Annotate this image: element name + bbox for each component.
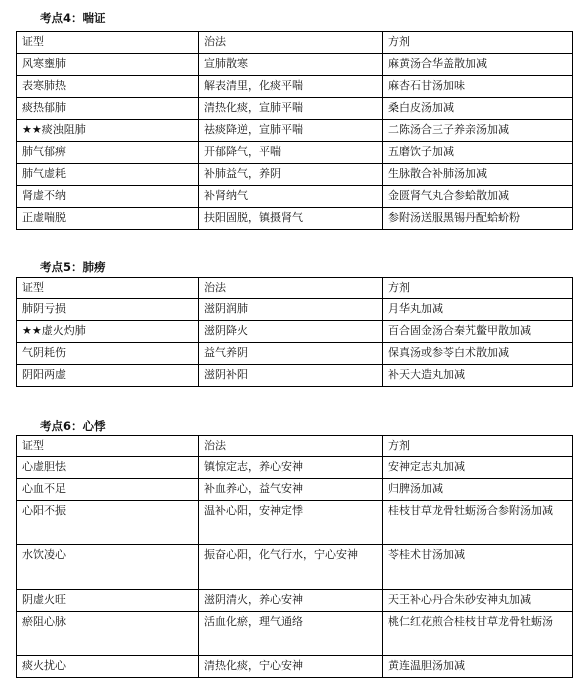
formula-cell: 五磨饮子加减 <box>383 142 573 164</box>
syndrome-cell: 气阴耗伤 <box>17 343 199 365</box>
syndrome-cell: 痰火扰心 <box>17 656 199 678</box>
section-title-tuberculosis: 考点5：肺痨 <box>40 260 106 274</box>
header-syndrome: 证型 <box>17 436 199 457</box>
header-treatment: 治法 <box>199 436 383 457</box>
treatment-cell: 解表清里，化痰平喘 <box>199 76 383 98</box>
formula-cell: 月华丸加减 <box>383 299 573 321</box>
treatment-cell: 镇惊定志，养心安神 <box>199 457 383 479</box>
treatment-cell: 清热化痰，宁心安神 <box>199 656 383 678</box>
treatment-cell: 扶阳固脱，镇摄肾气 <box>199 208 383 230</box>
syndrome-cell: 阴虚火旺 <box>17 590 199 612</box>
syndrome-cell: 肺阴亏损 <box>17 299 199 321</box>
syndrome-cell: 心血不足 <box>17 479 199 501</box>
table-row <box>17 501 573 545</box>
formula-cell: 归脾汤加减 <box>383 479 573 501</box>
treatment-cell: 清热化痰，宣肺平喘 <box>199 98 383 120</box>
table-row <box>17 98 573 120</box>
treatment-cell: 滋阴润肺 <box>199 299 383 321</box>
section-title-asthma: 考点4：喘证 <box>40 11 106 25</box>
formula-cell: 麻黄汤合华盖散加减 <box>383 54 573 76</box>
syndrome-cell: 肺气虚耗 <box>17 164 199 186</box>
table-row <box>17 656 573 678</box>
table-row <box>17 76 573 98</box>
table-tuberculosis <box>16 277 573 387</box>
formula-cell: 百合固金汤合秦艽鳖甲散加减 <box>383 321 573 343</box>
syndrome-cell: ★★虚火灼肺 <box>17 321 199 343</box>
table-row <box>17 457 573 479</box>
table-row <box>17 321 573 343</box>
formula-cell: 生脉散合补肺汤加减 <box>383 164 573 186</box>
table-asthma <box>16 31 573 230</box>
syndrome-cell: ★★痰浊阻肺 <box>17 120 199 142</box>
treatment-cell: 活血化瘀，理气通络 <box>199 612 383 656</box>
treatment-cell: 振奋心阳，化气行水，宁心安神 <box>199 545 383 590</box>
section-title-palpitation: 考点6：心悸 <box>40 419 106 433</box>
header-treatment: 治法 <box>199 278 383 299</box>
table-row <box>17 590 573 612</box>
formula-cell: 桂枝甘草龙骨牡蛎汤合参附汤加减 <box>383 501 573 545</box>
treatment-cell: 补肾纳气 <box>199 186 383 208</box>
treatment-cell: 滋阴降火 <box>199 321 383 343</box>
table-header-row <box>17 278 573 299</box>
header-syndrome: 证型 <box>17 278 199 299</box>
table-palpitation <box>16 435 573 678</box>
syndrome-cell: 瘀阻心脉 <box>17 612 199 656</box>
table-header-row <box>17 436 573 457</box>
header-formula: 方剂 <box>383 436 573 457</box>
formula-cell: 安神定志丸加减 <box>383 457 573 479</box>
treatment-cell: 补肺益气，养阴 <box>199 164 383 186</box>
formula-cell: 桃仁红花煎合桂枝甘草龙骨牡蛎汤 <box>383 612 573 656</box>
syndrome-cell: 正虚喘脱 <box>17 208 199 230</box>
table-header-row <box>17 32 573 54</box>
table-row <box>17 612 573 656</box>
syndrome-cell: 痰热郁肺 <box>17 98 199 120</box>
treatment-cell: 开郁降气，平喘 <box>199 142 383 164</box>
formula-cell: 参附汤送服黑锡丹配蛤蚧粉 <box>383 208 573 230</box>
treatment-cell: 益气养阴 <box>199 343 383 365</box>
syndrome-cell: 肾虚不纳 <box>17 186 199 208</box>
treatment-cell: 补血养心，益气安神 <box>199 479 383 501</box>
syndrome-cell: 心阳不振 <box>17 501 199 545</box>
table-row <box>17 142 573 164</box>
syndrome-cell: 阴阳两虚 <box>17 365 199 387</box>
treatment-cell: 滋阴清火，养心安神 <box>199 590 383 612</box>
formula-cell: 桑白皮汤加减 <box>383 98 573 120</box>
treatment-cell: 祛痰降逆，宣肺平喘 <box>199 120 383 142</box>
formula-cell: 苓桂术甘汤加减 <box>383 545 573 590</box>
header-treatment: 治法 <box>199 32 383 54</box>
treatment-cell: 滋阴补阳 <box>199 365 383 387</box>
formula-cell: 补天大造丸加减 <box>383 365 573 387</box>
formula-cell: 麻杏石甘汤加味 <box>383 76 573 98</box>
table-row <box>17 54 573 76</box>
table-row <box>17 365 573 387</box>
table-row <box>17 186 573 208</box>
formula-cell: 保真汤或参苓白术散加减 <box>383 343 573 365</box>
table-row <box>17 343 573 365</box>
table-row <box>17 479 573 501</box>
table-row <box>17 208 573 230</box>
syndrome-cell: 表寒肺热 <box>17 76 199 98</box>
syndrome-cell: 水饮凌心 <box>17 545 199 590</box>
table-row <box>17 545 573 590</box>
formula-cell: 黄连温胆汤加减 <box>383 656 573 678</box>
treatment-cell: 宣肺散寒 <box>199 54 383 76</box>
syndrome-cell: 肺气郁痹 <box>17 142 199 164</box>
header-formula: 方剂 <box>383 32 573 54</box>
formula-cell: 二陈汤合三子养亲汤加减 <box>383 120 573 142</box>
table-row <box>17 299 573 321</box>
syndrome-cell: 心虚胆怯 <box>17 457 199 479</box>
header-formula: 方剂 <box>383 278 573 299</box>
syndrome-cell: 风寒壅肺 <box>17 54 199 76</box>
formula-cell: 天王补心丹合朱砂安神丸加减 <box>383 590 573 612</box>
formula-cell: 金匮肾气丸合参蛤散加减 <box>383 186 573 208</box>
treatment-cell: 温补心阳，安神定悸 <box>199 501 383 545</box>
header-syndrome: 证型 <box>17 32 199 54</box>
table-row <box>17 164 573 186</box>
table-row <box>17 120 573 142</box>
